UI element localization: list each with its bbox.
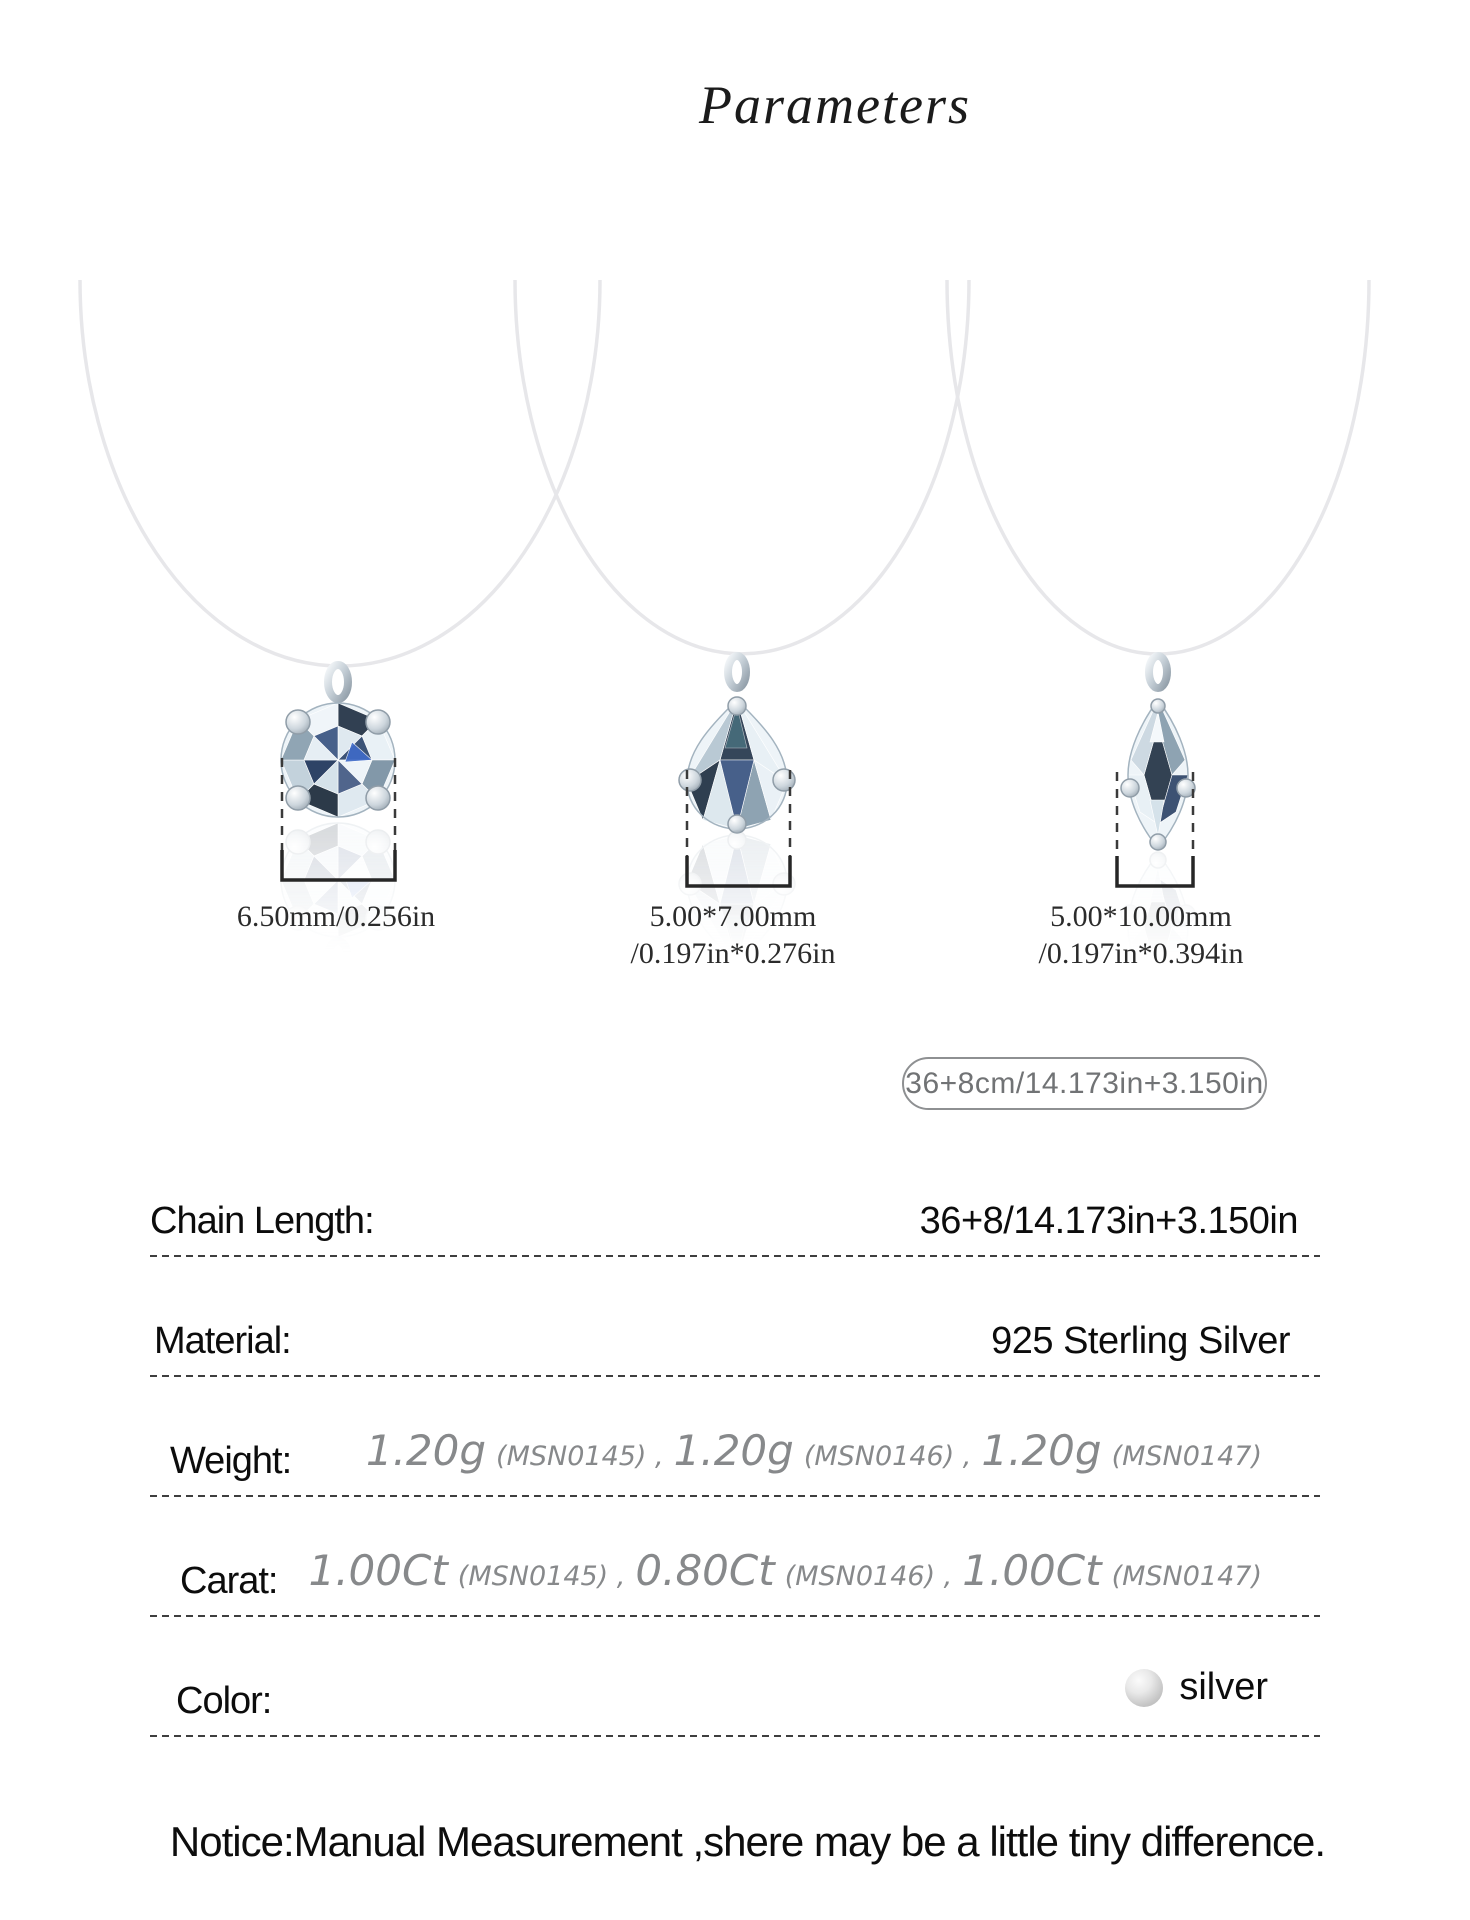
chain-line-1 <box>80 280 600 666</box>
carat-sku-2: (MSN0146) , <box>784 1561 953 1592</box>
chain-line-3 <box>947 280 1369 654</box>
pendant-round <box>281 665 395 817</box>
chain-length-label: Chain Length: <box>150 1200 374 1242</box>
carat-label: Carat: <box>180 1560 278 1602</box>
carat-value-1: 1.00Ct <box>308 1546 448 1595</box>
size-label-pear-line1: 5.00*7.00mm <box>649 900 817 933</box>
carat-values <box>308 1546 1320 1595</box>
silver-color-swatch <box>1125 1669 1163 1707</box>
weight-value-1: 1.20g <box>365 1426 487 1475</box>
size-label-round <box>237 898 435 935</box>
color-value-text: silver <box>1179 1666 1268 1708</box>
spec-row-weight <box>150 1377 1320 1497</box>
size-label-marquise-line1: 5.00*10.00mm <box>1050 900 1232 933</box>
notice-text: Notice:Manual Measurement ,shere may be a little tiny difference. <box>169 1818 1326 1865</box>
color-label: Color: <box>176 1680 272 1722</box>
spec-row-color <box>150 1617 1320 1737</box>
weight-sku-1: (MSN0145) , <box>496 1441 664 1472</box>
weight-value-3: 1.20g <box>981 1426 1102 1475</box>
weight-values <box>366 1426 1320 1475</box>
chain-line-2 <box>515 280 969 654</box>
size-label-pear-line2: /0.197in*0.276in <box>630 937 836 970</box>
chain-length-value: 36+8/14.173in+3.150in <box>919 1200 1298 1242</box>
pear-stone-facets <box>687 700 787 829</box>
weight-label: Weight: <box>170 1440 292 1482</box>
size-label-pear <box>630 898 835 972</box>
size-label-round-line1: 6.50mm/0.256in <box>236 900 436 933</box>
bail-2 <box>728 656 746 688</box>
size-label-marquise-line2: /0.197in*0.394in <box>1038 937 1244 970</box>
material-value: 925 Sterling Silver <box>991 1320 1290 1362</box>
page-title: Parameters <box>699 75 971 135</box>
weight-sku-2: (MSN0146) , <box>803 1441 972 1472</box>
spec-row-material <box>150 1257 1320 1377</box>
bail-1 <box>328 665 348 699</box>
spec-row-chain-length <box>150 1137 1320 1257</box>
weight-sku-3: (MSN0147) <box>1111 1441 1262 1472</box>
pendant-pear <box>679 656 795 833</box>
chain-lines <box>80 280 1369 666</box>
material-label: Material: <box>154 1320 291 1362</box>
carat-value-3: 1.00Ct <box>962 1546 1102 1595</box>
carat-value-2: 0.80Ct <box>635 1546 775 1595</box>
spec-table <box>150 1137 1320 1737</box>
carat-sku-3: (MSN0147) <box>1111 1561 1262 1592</box>
bail-3 <box>1149 656 1167 688</box>
weight-value-2: 1.20g <box>673 1426 794 1475</box>
spec-row-carat <box>150 1497 1320 1617</box>
pendant-marquise <box>1121 656 1195 850</box>
chain-length-badge: 36+8cm/14.173in+3.150in <box>902 1057 1267 1110</box>
carat-sku-1: (MSN0145) , <box>457 1561 626 1592</box>
size-label-marquise <box>1038 898 1243 972</box>
color-value <box>1125 1666 1320 1709</box>
